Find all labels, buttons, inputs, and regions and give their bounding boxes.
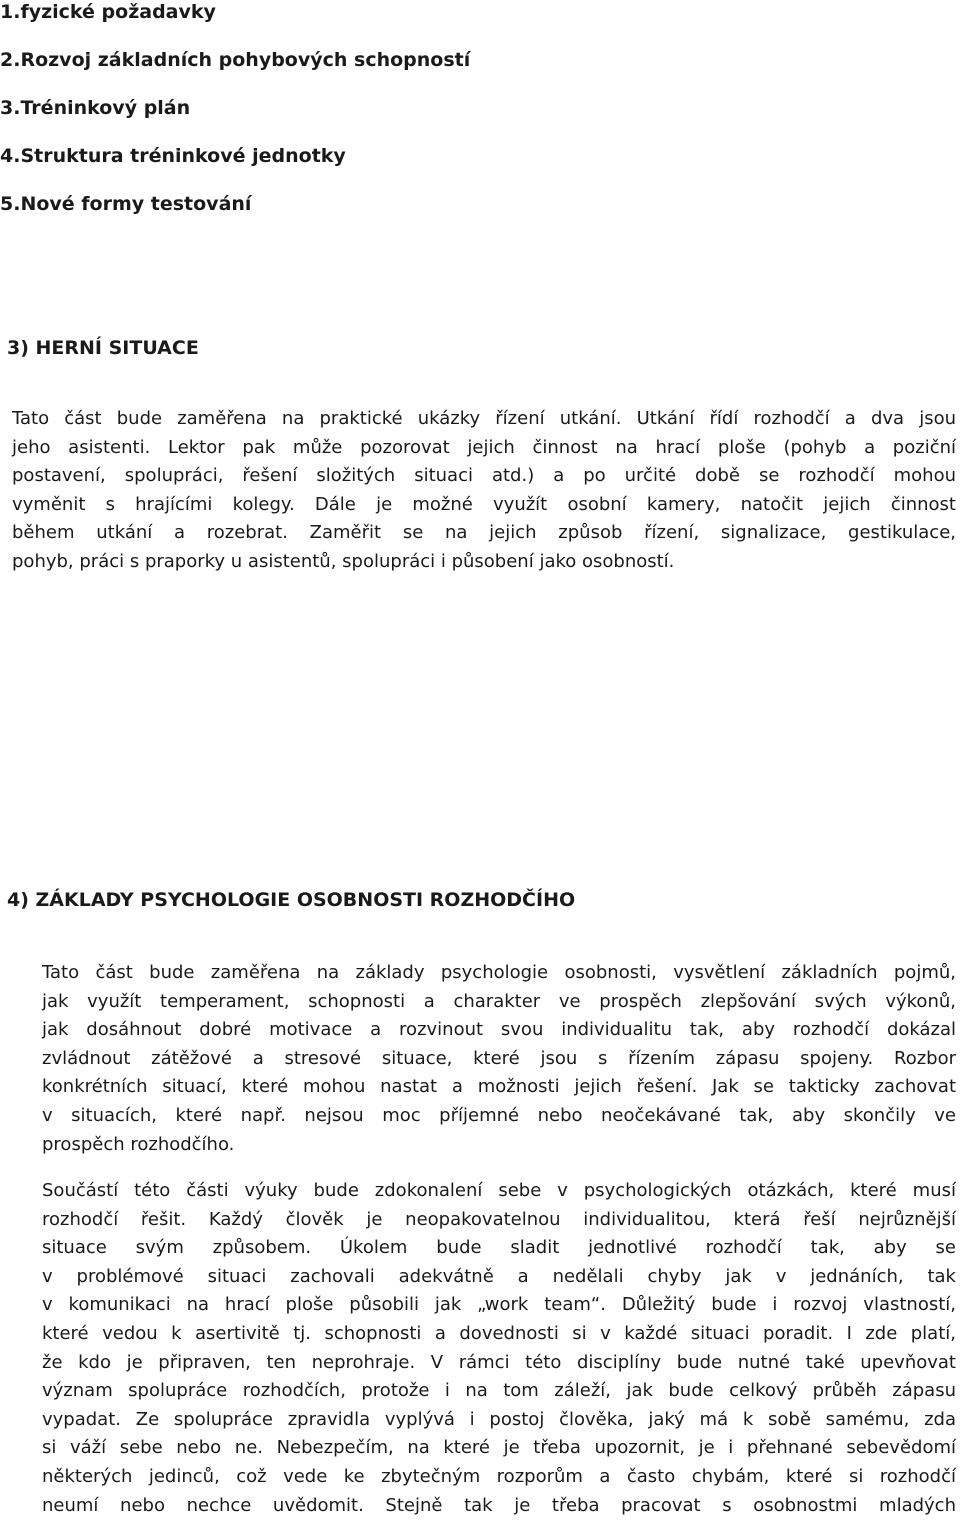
paragraph-line: v situacích, které např. nejsou moc příjemné nebo neočekávané tak, aby skončily ve	[42, 1104, 956, 1126]
section-4-heading: 4) ZÁKLADY PSYCHOLOGIE OSOBNOSTI ROZHODČÍHO	[7, 889, 576, 911]
section-4-paragraph-1	[42, 959, 956, 1159]
section-4-paragraph-2	[42, 1177, 956, 1520]
section-3-heading: 3) HERNÍ SITUACE	[7, 337, 199, 359]
paragraph-line: v komunikaci na hrací ploše působili jak „work team“. Důležitý bude i rozvoj vlastností,	[42, 1294, 956, 1316]
paragraph-line: neumí nebo nechce uvědomit. Stejně tak je třeba pracovat s osobnostmi mladých	[42, 1494, 956, 1516]
paragraph-line: Součástí této části výuky bude zdokonalení sebe v psychologických otázkách, které musí	[42, 1180, 956, 1201]
toc-item-4: 4.Struktura tréninkové jednotky	[0, 145, 346, 167]
paragraph-line: si váží sebe nebo ne. Nebezpečím, na které je třeba upozornit, je i přehnané sebevědomí	[42, 1437, 956, 1459]
paragraph-line: v problémové situaci zachovali adekvátně a nedělali chyby jak v jednáních, tak	[42, 1265, 956, 1287]
paragraph-line: prospěch rozhodčího.	[42, 1133, 235, 1155]
paragraph-line: situace svým způsobem. Úkolem bude sladit jednotlivé rozhodčí tak, aby se	[42, 1237, 956, 1259]
paragraph-line: konkrétních situací, které mohou nastat a možnosti jejich řešení. Jak se takticky zachovat	[42, 1076, 956, 1098]
toc-item-3: 3.Tréninkový plán	[0, 97, 191, 119]
paragraph-line: že kdo je připraven, ten neprohraje. V rámci této disciplíny bude nutné také upevňovat	[42, 1351, 956, 1373]
paragraph-line: význam spolupráce rozhodčích, protože i na tom záleží, jak bude celkový průběh zápasu	[42, 1380, 956, 1402]
toc-item-2: 2.Rozvoj základních pohybových schopností	[0, 49, 471, 71]
paragraph-line: zvládnout zátěžové a stresové situace, které jsou s řízením zápasu spojeny. Rozbor	[42, 1047, 956, 1069]
toc-item-5: 5.Nové formy testování	[0, 193, 252, 215]
toc-list	[0, 0, 470, 240]
paragraph-line: které vedou k asertivitě tj. schopnosti a dovednosti si v každé situaci poradit. I zde platí,	[42, 1322, 956, 1344]
paragraph-line: jak využít temperament, schopnosti a charakter ve prospěch zlepšování svých výkonů,	[42, 990, 956, 1012]
paragraph-line: postavení, spolupráci, řešení složitých situaci atd.) a po určité době se rozhodčí mohou	[12, 465, 956, 487]
paragraph-line: během utkání a rozebrat. Zaměřit se na jejich způsob řízení, signalizace, gestikulace,	[12, 522, 956, 544]
paragraph-line: Tato část bude zaměřena na praktické ukázky řízení utkání. Utkání řídí rozhodčí a dva jsou	[12, 408, 956, 429]
paragraph-line: některých jedinců, což vede ke zbytečným rozporům a často chybám, které si rozhodčí	[42, 1465, 956, 1487]
paragraph-line: jeho asistenti. Lektor pak může pozorovat jejich činnost na hrací ploše (pohyb a poziční	[12, 436, 956, 458]
paragraph-line: jak dosáhnout dobré motivace a rozvinout svou individualitu tak, aby rozhodčí dokázal	[42, 1019, 956, 1041]
paragraph-line: Tato část bude zaměřena na základy psychologie osobnosti, vysvětlení základních pojmů,	[42, 962, 956, 983]
paragraph-line: rozhodčí řešit. Každý člověk je neopakovatelnou individualitou, která řeší nejrůznější	[42, 1208, 956, 1230]
paragraph-line: pohyb, práci s praporky u asistentů, spolupráci i působení jako osobností.	[12, 550, 675, 572]
toc-item-1: 1.fyzické požadavky	[0, 1, 216, 23]
paragraph-line: vypadat. Ze spolupráce zpravidla vyplývá i postoj člověka, jaký má k sobě samému, zda	[42, 1408, 956, 1430]
section-3-paragraph	[12, 405, 956, 577]
paragraph-line: vyměnit s hrajícími kolegy. Dále je možné využít osobní kamery, natočit jejich činnost	[12, 493, 956, 515]
